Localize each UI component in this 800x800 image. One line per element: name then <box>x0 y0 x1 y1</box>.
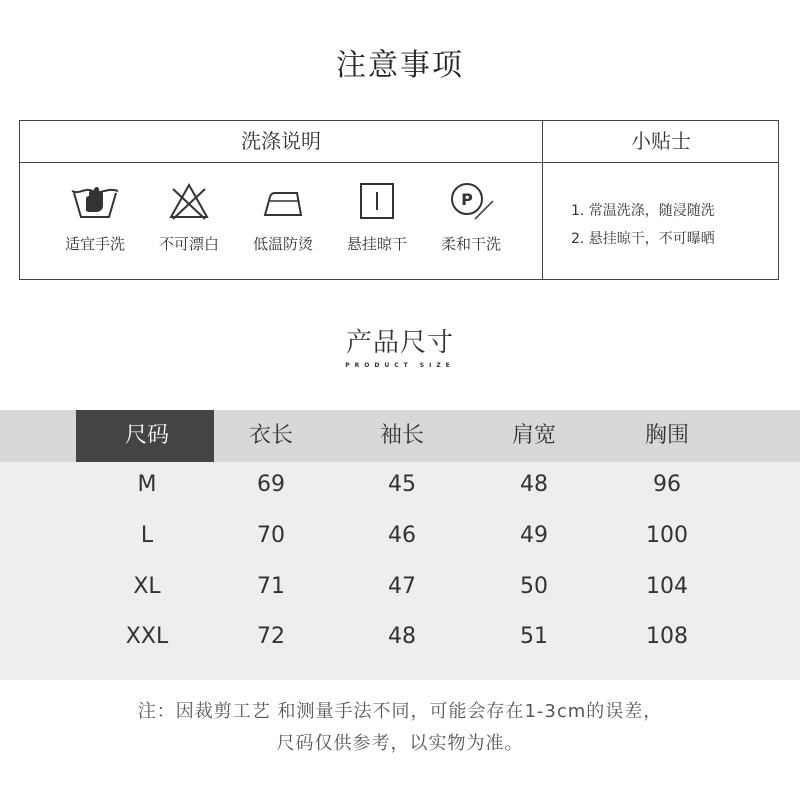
table-cell: 104 <box>646 574 688 599</box>
care-icons-row <box>48 181 518 271</box>
table-cell: 70 <box>257 523 285 548</box>
care-item-label: 柔和干洗 <box>440 235 501 253</box>
hang-dry-icon <box>351 181 403 221</box>
table-cell: 96 <box>653 472 681 497</box>
gentle-dry-clean-icon <box>445 181 497 221</box>
table-cell: 48 <box>520 472 548 497</box>
column-header-chest: 胸围 <box>644 423 689 448</box>
table-cell: XXL <box>125 624 169 649</box>
table-cell: 48 <box>388 624 416 649</box>
column-header-shoulder: 肩宽 <box>511 423 556 448</box>
no-bleach-icon <box>163 181 215 221</box>
column-header-size: 尺码 <box>124 423 169 448</box>
care-item-low-iron <box>236 181 330 254</box>
table-cell: XL <box>133 574 161 599</box>
table-cell: 47 <box>388 574 416 599</box>
care-item-gentle-dry-clean <box>424 181 518 254</box>
table-cell: 45 <box>388 472 416 497</box>
measurement-note <box>0 696 800 760</box>
size-section-subtitle: PRODUCT SIZE <box>345 362 455 369</box>
divider <box>20 162 778 163</box>
tips-list <box>571 197 791 253</box>
care-item-label: 悬挂晾干 <box>346 235 407 253</box>
table-cell: 72 <box>257 624 285 649</box>
size-section-title: 产品尺寸 <box>345 328 454 358</box>
care-item-hang-dry <box>330 181 424 254</box>
care-item-hand-wash <box>48 181 142 254</box>
tip-item: 2. 悬挂晾干，不可曝晒 <box>571 231 715 247</box>
column-header-sleeve: 袖长 <box>379 423 424 448</box>
table-cell: 71 <box>257 574 285 599</box>
column-header-length: 衣长 <box>248 423 293 448</box>
table-cell: 46 <box>388 523 416 548</box>
table-cell: 50 <box>520 574 548 599</box>
low-iron-icon <box>257 181 309 221</box>
page-title: 注意事项 <box>336 48 464 83</box>
table-cell: 69 <box>257 472 285 497</box>
note-line: 注：因裁剪工艺 和测量手法不同，可能会存在1-3cm的误差， <box>137 701 663 722</box>
note-line: 尺码仅供参考，以实物为准。 <box>276 733 524 754</box>
hand-wash-icon <box>69 181 121 221</box>
svg-text:P: P <box>461 190 473 209</box>
care-item-label: 适宜手洗 <box>64 235 125 253</box>
tips-header: 小贴士 <box>631 129 691 153</box>
table-cell: M <box>137 472 157 497</box>
tip-item: 1. 常温洗涤，随浸随洗 <box>571 203 715 219</box>
table-cell: L <box>140 523 154 548</box>
table-cell: 51 <box>520 624 548 649</box>
care-item-label: 低温防烫 <box>252 235 313 253</box>
table-cell: 108 <box>646 624 688 649</box>
care-item-label: 不可漂白 <box>158 235 219 253</box>
table-cell: 100 <box>646 523 688 548</box>
table-cell: 49 <box>520 523 548 548</box>
wash-instructions-header: 洗涤说明 <box>241 129 321 153</box>
care-item-no-bleach <box>142 181 236 254</box>
size-table <box>0 410 800 680</box>
care-instructions-box <box>19 120 779 280</box>
